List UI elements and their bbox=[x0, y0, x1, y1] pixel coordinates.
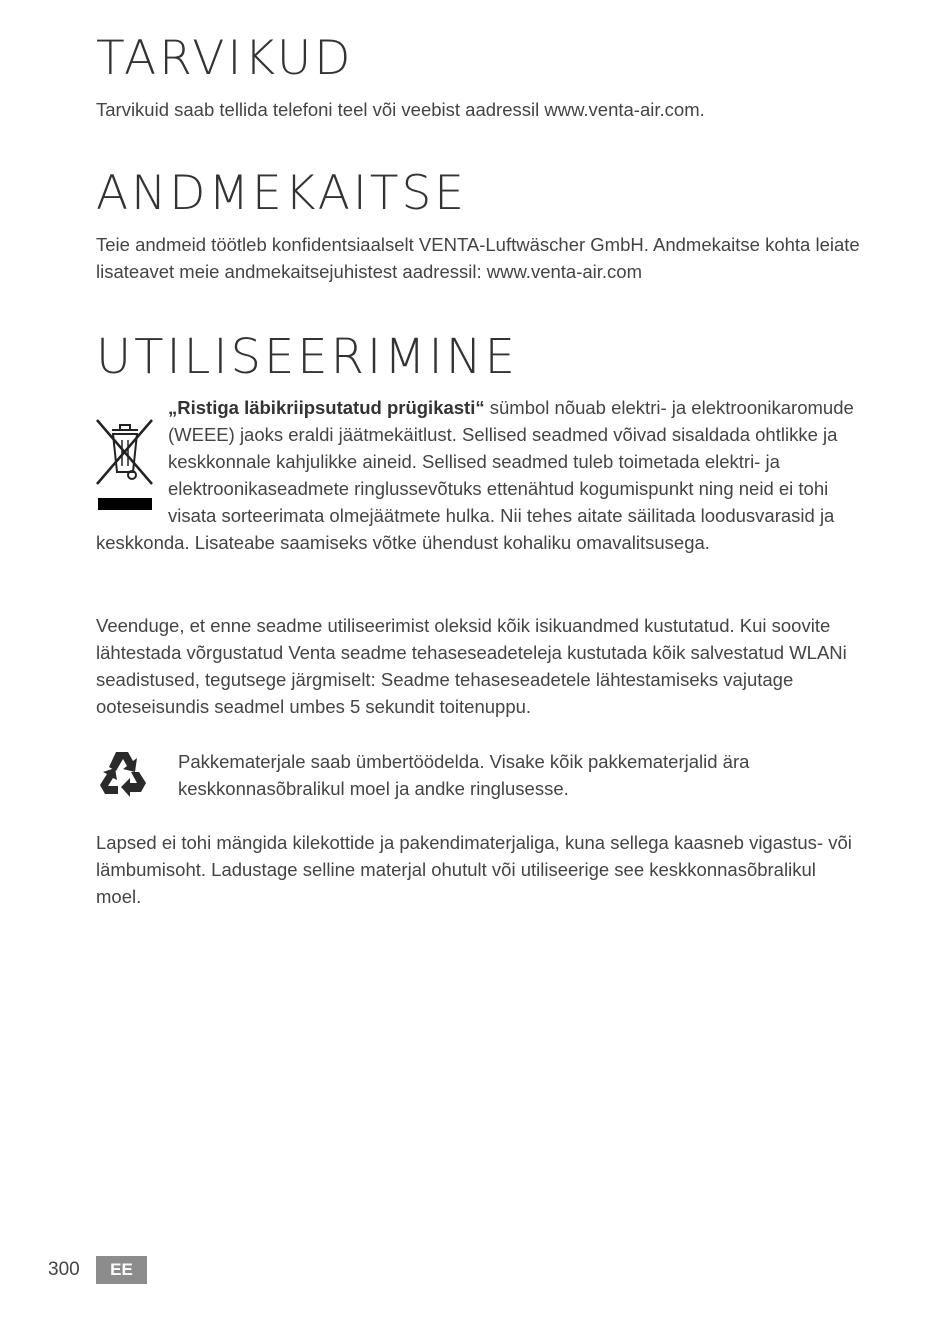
weee-text: sümbol nõuab elektri- ja elektroonikaromude (WEEE) jaoks eraldi jäätmekäitlust. Sellised seadmed võivad sisaldada ohtlikke ja keskkonnale kahjulikke aineid. Sellised seadmed tuleb toimetada elektri- ja elektroonikaseadmete ringlussevõtuks ettenähtud kogumispunkt ning neid ei tohi visata sorteerimata olmejäätmete hulka. Nii tehes aitate säilitada loodusvarasid ja keskkonda. Lisateabe saamiseks võtke ühendust kohaliku omavalitsusega. bbox=[96, 397, 854, 553]
privacy-text: Teie andmeid töötleb konfidentsiaalselt VENTA-Luftwäscher GmbH. Andmekaitse kohta leiate lisateavet meie andmekaitsejuhistest aadressil: www.venta-air.com bbox=[96, 234, 860, 282]
weee-symbol bbox=[96, 408, 154, 514]
recycle-icon bbox=[96, 750, 148, 800]
packaging-text: Pakkematerjale saab ümbertöödelda. Visake kõik pakkematerjalid ära keskkonnasõbralikul moel ja andke ringlusesse. bbox=[178, 751, 750, 799]
weee-paragraph bbox=[96, 394, 866, 556]
children-warning-text: Lapsed ei tohi mängida kilekottide ja pakendimaterjaliga, kuna sellega kaasneb vigastus- või lämbumisoht. Ladustage selline materjal ohutult või utiliseerige see keskkonnasõbralikul moel. bbox=[96, 832, 852, 907]
accessories-text: Tarvikuid saab tellida telefoni teel või veebist aadressil www.venta-air.com. bbox=[96, 99, 705, 120]
data-reset-text: Veenduge, et enne seadme utiliseerimist oleksid kõik isikuandmed kustutatud. Kui soovite lähtestada võrgustatud Venta seadme tehaseseadeteleja kustutada kõik salvestatud WLANi seadistused, tegutsege järgmiselt: Seadme tehaseseadetele lähtestamiseks vajutage ooteseisundis seadmel umbes 5 sekundit toitenuppu. bbox=[96, 615, 847, 717]
page-number: 300 bbox=[48, 1259, 80, 1280]
weee-symbol-name: „Ristiga läbikriipsutatud prügikasti“ bbox=[168, 397, 485, 418]
heading-disposal: UTILISEERIMINE bbox=[96, 329, 518, 385]
crossed-out-wheelie-bin-icon bbox=[96, 408, 154, 514]
language-badge: EE bbox=[96, 1256, 147, 1284]
heading-privacy: ANDMEKAITSE bbox=[96, 166, 467, 221]
heading-accessories: TARVIKUD bbox=[96, 31, 354, 86]
